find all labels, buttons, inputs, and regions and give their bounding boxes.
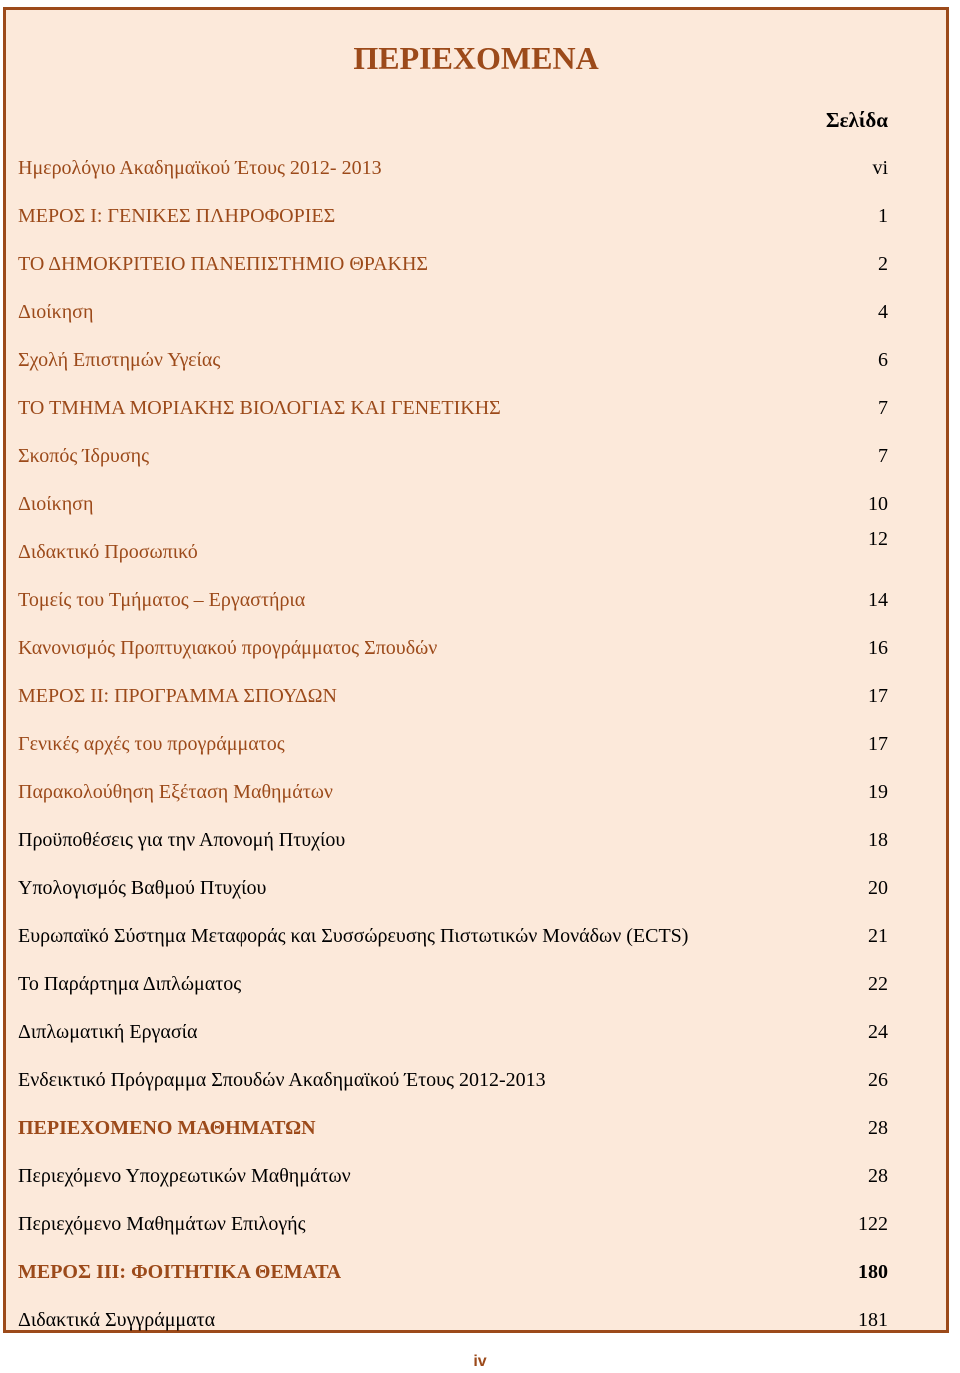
toc-entry-label: Γενικές αρχές του προγράμματος <box>18 733 285 755</box>
toc-entry-page: 22 <box>868 973 888 995</box>
toc-entry-label: Διοίκηση <box>18 301 94 323</box>
toc-entry[interactable] <box>18 632 888 680</box>
toc-entry-page: 21 <box>868 925 888 947</box>
toc-entry-label: Διοίκηση <box>18 493 94 515</box>
toc-entry[interactable] <box>18 680 888 728</box>
toc-entry-label: Ευρωπαϊκό Σύστημα Μεταφοράς και Συσσώρευσης Πιστωτικών Μονάδων (ECTS) <box>18 925 689 947</box>
toc-entry-page: 2 <box>878 253 888 275</box>
toc-entry-page: 17 <box>868 733 888 755</box>
toc-entry-page: 16 <box>868 637 888 659</box>
toc-entry-page: 17 <box>868 685 888 707</box>
toc-entry-label: Προϋποθέσεις για την Απονομή Πτυχίου <box>18 829 346 851</box>
toc-entry-page: 1 <box>878 205 888 227</box>
toc-entry[interactable] <box>18 1016 888 1064</box>
toc-entry-page: 10 <box>868 493 888 515</box>
toc-entry-page: 180 <box>858 1261 888 1283</box>
toc-entry-page: 28 <box>868 1117 888 1139</box>
toc-entry-page: 19 <box>868 781 888 803</box>
toc-entry-label: Διδακτικό Προσωπικό <box>18 541 198 563</box>
footer-page-number: iv <box>473 1353 487 1370</box>
toc-entry-label: ΜΕΡΟΣ ΙΙΙ: ΦΟΙΤΗΤΙΚΑ ΘΕΜΑΤΑ <box>18 1261 342 1283</box>
toc-entry-page: vi <box>872 157 888 179</box>
toc-entry-label: Ενδεικτικό Πρόγραμμα Σπουδών Ακαδημαϊκού Έτους 2012-2013 <box>18 1069 546 1091</box>
toc-entry-label: Υπολογισμός Βαθμού Πτυχίου <box>18 877 267 899</box>
toc-entry[interactable] <box>18 440 888 488</box>
toc-entry-label: Το Παράρτημα Διπλώματος <box>18 973 242 995</box>
toc-entry[interactable] <box>18 200 888 248</box>
toc-entry-label: Διπλωματική Εργασία <box>18 1021 198 1043</box>
page-title: ΠΕΡΙΕΧΟΜΕΝΑ <box>353 40 599 76</box>
toc-entry-label: ΜΕΡΟΣ Ι: ΓΕΝΙΚΕΣ ΠΛΗΡΟΦΟΡΙΕΣ <box>18 205 336 227</box>
toc-entry-label: ΜΕΡΟΣ ΙΙ: ΠΡΟΓΡΑΜΜΑ ΣΠΟΥΔΩΝ <box>18 685 337 707</box>
toc-entry-label: ΠΕΡΙΕΧΟΜΕΝΟ ΜΑΘΗΜΑΤΩΝ <box>18 1117 316 1139</box>
toc-entry-page: 6 <box>878 349 888 371</box>
toc-entry-label: Περιεχόμενο Υποχρεωτικών Μαθημάτων <box>18 1165 351 1187</box>
toc-entry[interactable] <box>18 824 888 872</box>
table-of-contents <box>18 152 888 1352</box>
toc-entry-page: 7 <box>878 397 888 419</box>
toc-entry-label: Κανονισμός Προπτυχιακού προγράμματος Σπουδών <box>18 637 438 659</box>
toc-entry[interactable] <box>18 872 888 920</box>
toc-entry[interactable] <box>18 528 888 584</box>
toc-entry[interactable] <box>18 1256 888 1304</box>
toc-entry[interactable] <box>18 1160 888 1208</box>
page-column-header: Σελίδα <box>825 108 888 132</box>
toc-entry[interactable] <box>18 1304 888 1352</box>
toc-entry-label: Σκοπός Ίδρυσης <box>18 445 149 467</box>
toc-entry-page: 14 <box>868 589 888 611</box>
toc-entry[interactable] <box>18 296 888 344</box>
toc-entry-label: ΤΟ ΤΜΗΜΑ ΜΟΡΙΑΚΗΣ ΒΙΟΛΟΓΙΑΣ ΚΑΙ ΓΕΝΕΤΙΚΗΣ <box>18 397 501 419</box>
toc-entry-label: Τομείς του Τμήματος – Εργαστήρια <box>18 589 306 611</box>
toc-entry-page: 181 <box>858 1309 888 1331</box>
toc-entry-label: Περιεχόμενο Μαθημάτων Επιλογής <box>18 1213 306 1235</box>
toc-entry[interactable] <box>18 920 888 968</box>
toc-entry[interactable] <box>18 584 888 632</box>
toc-entry-page: 26 <box>868 1069 888 1091</box>
toc-entry[interactable] <box>18 776 888 824</box>
toc-entry[interactable] <box>18 1112 888 1160</box>
toc-entry-label: Σχολή Επιστημών Υγείας <box>18 349 221 371</box>
toc-entry-label: Ημερολόγιο Ακαδημαϊκού Έτους 2012- 2013 <box>18 157 382 179</box>
toc-entry[interactable] <box>18 152 888 200</box>
toc-entry-label: ΤΟ ΔΗΜΟΚΡΙΤΕΙΟ ΠΑΝΕΠΙΣΤΗΜΙΟ ΘΡΑΚΗΣ <box>18 253 429 275</box>
toc-entry[interactable] <box>18 248 888 296</box>
toc-entry-page: 24 <box>868 1021 888 1043</box>
toc-entry-page: 122 <box>858 1213 888 1235</box>
toc-entry[interactable] <box>18 1064 888 1112</box>
toc-entry[interactable] <box>18 968 888 1016</box>
toc-entry[interactable] <box>18 392 888 440</box>
toc-entry-page: 20 <box>868 877 888 899</box>
toc-entry-page: 4 <box>878 301 888 323</box>
toc-entry[interactable] <box>18 1208 888 1256</box>
toc-entry[interactable] <box>18 728 888 776</box>
toc-entry-page: 7 <box>878 445 888 467</box>
toc-entry[interactable] <box>18 344 888 392</box>
contents-frame <box>3 7 949 1333</box>
toc-entry-label: Παρακολούθηση Εξέταση Μαθημάτων <box>18 781 333 803</box>
toc-entry-page: 12 <box>868 528 888 550</box>
toc-entry[interactable] <box>18 488 888 536</box>
toc-entry-label: Διδακτικά Συγγράμματα <box>18 1309 216 1331</box>
toc-entry-page: 18 <box>868 829 888 851</box>
toc-entry-page: 28 <box>868 1165 888 1187</box>
